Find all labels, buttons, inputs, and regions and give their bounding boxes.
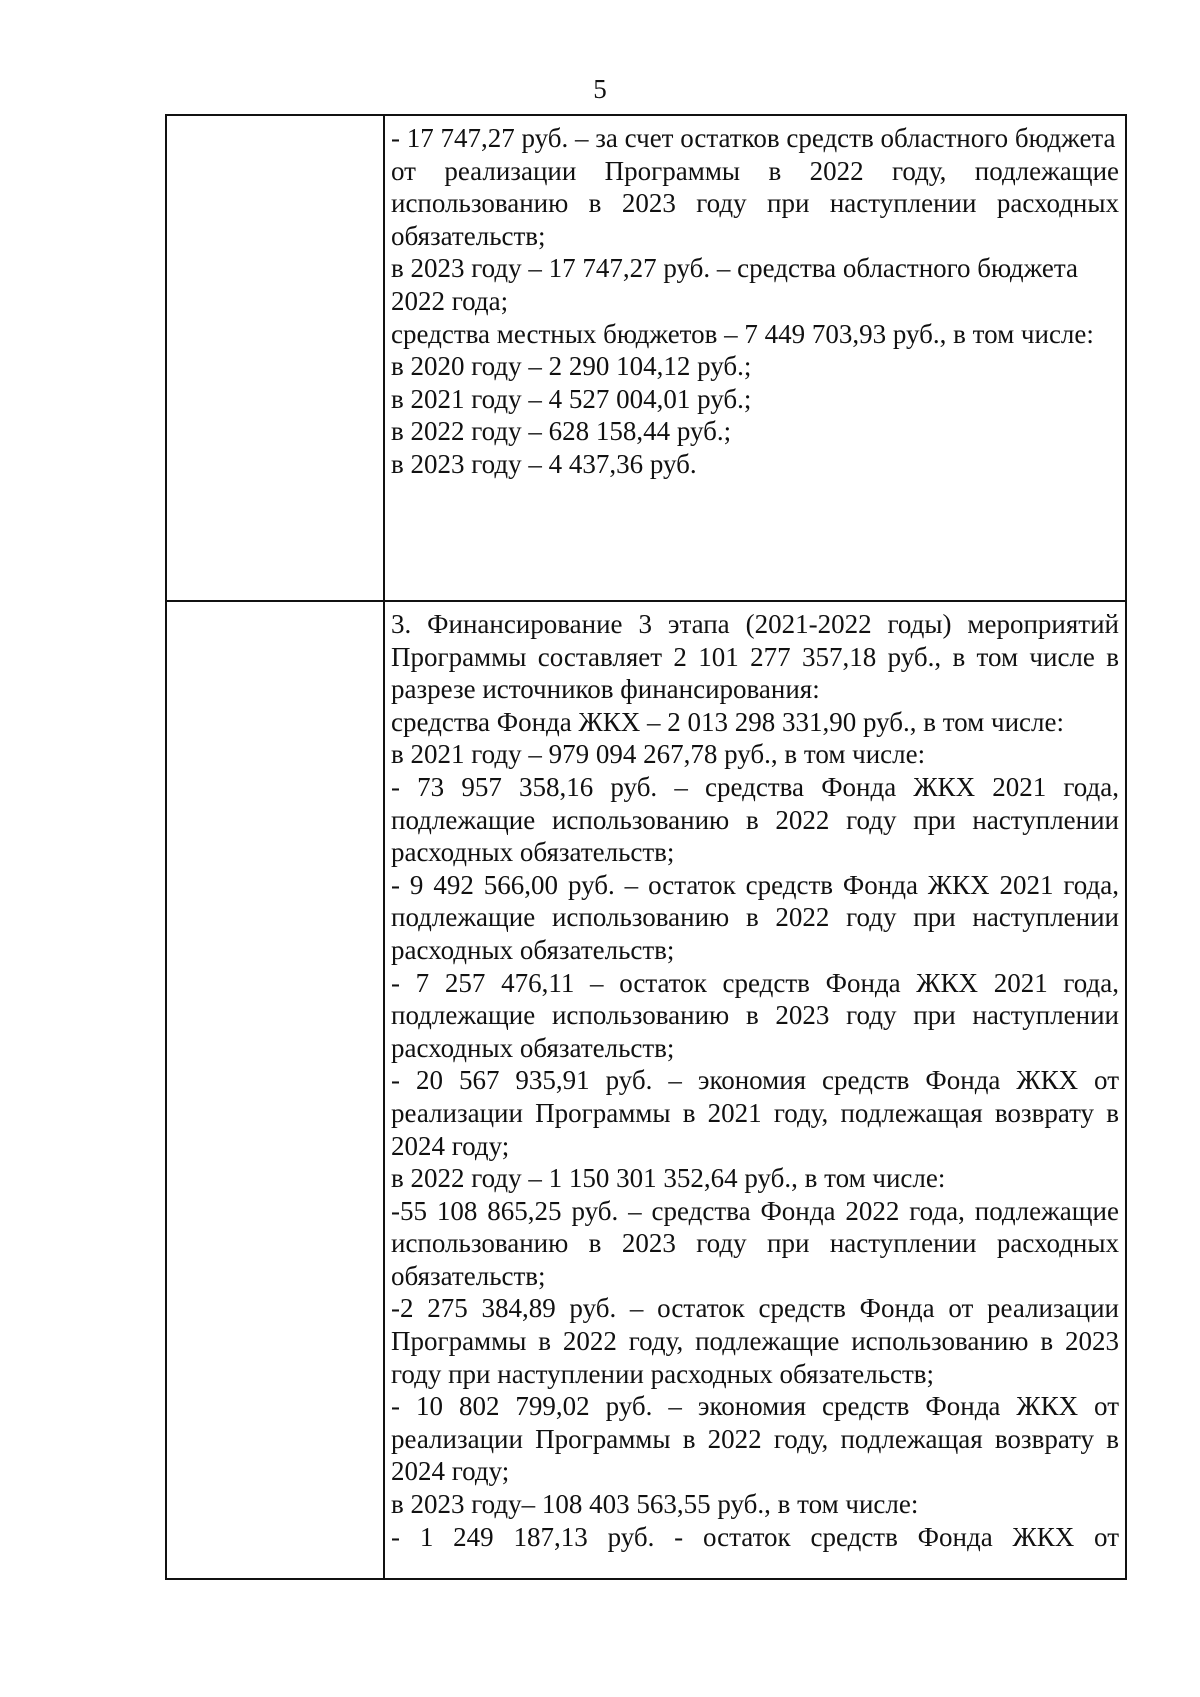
financing-table: [165, 114, 1127, 1580]
paragraph: в 2021 году – 4 527 004,01 руб.;: [391, 383, 752, 414]
paragraph: -2 275 384,89 руб. – остаток средств Фонда от реализации Программы в 2022 году, подлежащие использованию в 2023 году при наступлении расходных обязательств;: [391, 1293, 1119, 1389]
paragraph: в 2021 году – 979 094 267,78 руб., в том числе:: [391, 739, 926, 770]
table-cell-label: [166, 601, 384, 1579]
paragraph: - 17 747,27 руб. – за счет остатков средств областного бюджета: [391, 123, 1116, 153]
paragraph: - 1 249 187,13 руб. - остаток средств Фонда ЖКХ от: [391, 1521, 1119, 1552]
paragraph: средства Фонда ЖКХ – 2 013 298 331,90 руб., в том числе:: [391, 706, 1064, 737]
paragraph: в 2023 году – 17 747,27 руб. – средства областного бюджета: [391, 253, 1078, 284]
paragraph: 3. Финансирование 3 этапа (2021-2022 годы) мероприятий Программы составляет 2 101 277 357,18 руб., в том числе в разрезе источников финансирования:: [391, 609, 1119, 705]
table-row: [166, 601, 1126, 1579]
paragraph: 2022 года;: [391, 285, 509, 316]
paragraph: в 2022 году – 628 158,44 руб.;: [391, 416, 732, 447]
paragraph: - 7 257 476,11 – остаток средств Фонда ЖКХ 2021 года, подлежащие использованию в 2023 году при наступлении расходных обязательств;: [391, 967, 1119, 1063]
paragraph: в 2020 году – 2 290 104,12 руб.;: [391, 351, 752, 382]
paragraph: средства местных бюджетов – 7 449 703,93 руб., в том числе:: [391, 318, 1094, 349]
table-cell-label: [166, 115, 384, 601]
paragraph: -55 108 865,25 руб. – средства Фонда 2022 года, подлежащие использованию в 2023 году при наступлении расходных обязательств;: [391, 1195, 1119, 1291]
paragraph: - 9 492 566,00 руб. – остаток средств Фонда ЖКХ 2021 года, подлежащие использованию в 2022 году при наступлении расходных обязательств;: [391, 869, 1119, 965]
paragraph: - 20 567 935,91 руб. – экономия средств Фонда ЖКХ от реализации Программы в 2021 году, подлежащая возврату в 2024 году;: [391, 1065, 1119, 1161]
paragraph: в 2023 году – 4 437,36 руб.: [391, 448, 697, 479]
table-row: [166, 115, 1126, 601]
paragraph: от реализации Программы в 2022 году, подлежащие использованию в 2023 году при наступлении расходных обязательств;: [391, 155, 1119, 251]
page-number: 5: [593, 74, 607, 104]
paragraph: - 10 802 799,02 руб. – экономия средств Фонда ЖКХ от реализации Программы в 2022 году, подлежащая возврату в 2024 году;: [391, 1391, 1119, 1487]
table-cell-content: [384, 601, 1126, 1579]
table-cell-content: [384, 115, 1126, 601]
paragraph: - 73 957 358,16 руб. – средства Фонда ЖКХ 2021 года, подлежащие использованию в 2022 году при наступлении расходных обязательств;: [391, 771, 1119, 868]
paragraph: в 2023 году– 108 403 563,55 руб., в том числе:: [391, 1489, 919, 1520]
paragraph: в 2022 году – 1 150 301 352,64 руб., в том числе:: [391, 1163, 946, 1194]
